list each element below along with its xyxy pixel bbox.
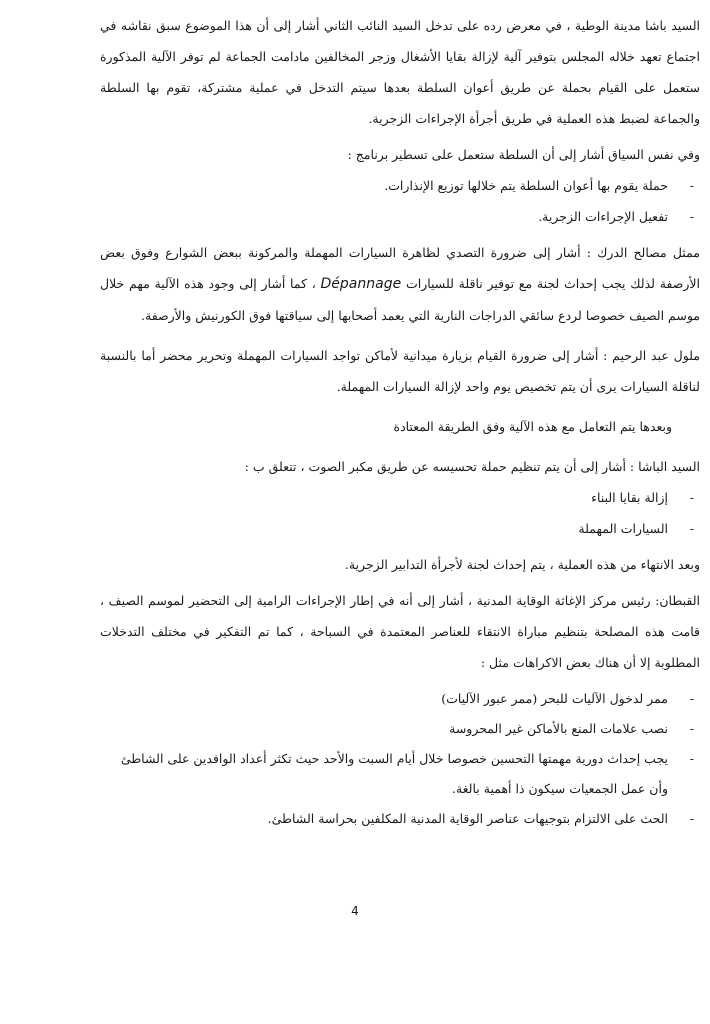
list-item: - إزالة بقايا البناء xyxy=(100,482,668,513)
captain-paragraph: القبطان: رئيس مركز الإغاثة الوقاية المدنية ، أشار إلى أنه في إطار الإجراءات الرامية إلى التحضير لموسم الصيف ، قامت هذه المصلحة بتنظيم مباراة الانتقاء للعناصر المعتمدة في السباحة ، كما تم التفكير في مختلف التدخلات المطلوبة إلا أن هناك بعض الاكراهات مثل : xyxy=(100,593,700,670)
context-list xyxy=(100,170,700,232)
malloul-paragraph: ملول عبد الرحيم : أشار إلى ضرورة القيام بزيارة ميدانية لأماكن تواجد السيارات المهملة وتحرير محضر أما بالنسبة لناقلة السيارات يرى أن يتم تخصيص يوم واحد لإزالة السيارات المهملة. xyxy=(100,348,700,394)
list-item: - ممر لدخول الآليات للبحر (ممر عبور الآليات) xyxy=(100,684,668,714)
page-number: 4 xyxy=(351,904,359,918)
gendarmerie-paragraph xyxy=(100,237,700,331)
captain-list xyxy=(100,684,700,834)
list-item: - يجب إحداث دورية مهمتها التحسين خصوصا خلال أيام السبت والأحد حيث تكثر أعداد الوافدين على الشاطئ وأن عمل الجمعيات سيكون ذا أهمية بالغة. xyxy=(100,744,668,804)
depannage-term: Dépannage xyxy=(320,276,402,292)
list-item: - نصب علامات المنع بالأماكن غير المحروسة xyxy=(100,714,668,744)
list-item: - الحث على الالتزام بتوجيهات عناصر الوقاية المدنية المكلفين بحراسة الشاطئ. xyxy=(100,804,668,834)
gendarmerie-text-2: ، كما أشار إلى وجود هذه الآلية مهم خلال موسم الصيف خصوصا لردع سائقي الدراجات النارية التي يعمد أصحابها إلى سياقتها فوق الكورنيش والأرصفة. xyxy=(100,276,700,323)
list-item: - حملة يقوم بها أعوان السلطة يتم خلالها توزيع الإنذارات. xyxy=(100,170,668,201)
pasha-reply-paragraph: السيد باشا مدينة الوطية ، في معرض رده على تدخل السيد النائب الثاني أشار إلى أن هذا الموضوع سبق نقاشه في اجتماع تعهد خلاله المجلس بتوفير آلية لإزالة بقايا الأشغال وزجر المخالفين مادامت الجماعة لم توفر الآلية المذكورة ستعمل على القيام بحملة عن طريق أعوان السلطة بعدها سيتم التدخل في عملية مشتركة، تقوم بها السلطة والجماعة لضبط هذه العملية في طريق أجرأة الإجراءات الزجرية. xyxy=(100,18,700,126)
after-paragraph: وبعدها يتم التعامل مع هذه الآلية وفق الطريقة المعتادة xyxy=(393,419,672,434)
context-intro: وفي نفس السياق أشار إلى أن السلطة ستعمل على تسطير برنامج : xyxy=(347,147,700,162)
list-item: - السيارات المهملة xyxy=(100,513,668,544)
gendarmerie-text-1: ممثل مصالح الدرك : أشار إلى ضرورة التصدي لظاهرة السيارات المهملة والمركونة ببعض الشوارع وفوق بعض الأرصفة لذلك يجب إحداث لجنة مع توفير ناقلة للسيارات xyxy=(100,245,700,291)
pasha2-list xyxy=(100,482,700,544)
pasha2-intro: السيد الباشا : أشار إلى أن يتم تنظيم حملة تحسيسه عن طريق مكبر الصوت ، تتعلق ب : xyxy=(244,459,700,474)
end-operation-paragraph: وبعد الانتهاء من هذه العملية ، يتم إحداث لجنة لأجرأة التدابير الزجرية. xyxy=(344,557,700,572)
list-item: - تفعيل الإجراءات الزجرية. xyxy=(100,201,668,232)
